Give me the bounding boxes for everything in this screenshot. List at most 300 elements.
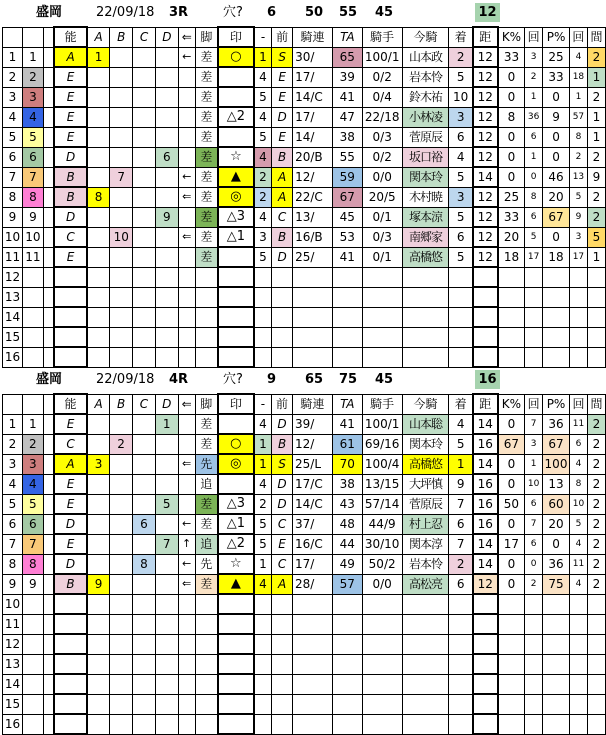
column-header[interactable]: P% <box>543 27 570 47</box>
previous-class-cell[interactable]: S <box>272 454 293 474</box>
p-percent-cell[interactable]: 13 <box>543 474 570 494</box>
k-percent-cell[interactable]: 0 <box>498 514 525 534</box>
spacer-cell[interactable] <box>43 454 54 474</box>
column-header[interactable]: ⇐ <box>178 27 195 47</box>
col-a-cell[interactable] <box>87 287 110 307</box>
distance-cell[interactable]: 12 <box>473 127 498 147</box>
arrow-cell[interactable] <box>178 87 195 107</box>
distance-cell[interactable] <box>473 714 498 734</box>
interval-cell[interactable]: 2 <box>587 47 605 67</box>
column-header[interactable]: 回 <box>525 394 543 414</box>
bracket-number-cell[interactable]: 9 <box>22 207 43 227</box>
corner-cell[interactable] <box>43 27 54 47</box>
arrow-cell[interactable] <box>178 107 195 127</box>
column-header[interactable]: 印 <box>218 394 254 414</box>
col-a-cell[interactable] <box>87 167 110 187</box>
finish-position-cell[interactable] <box>449 674 473 694</box>
mark-cell[interactable] <box>218 694 254 714</box>
p-percent-cell[interactable]: 36 <box>543 414 570 434</box>
bracket-number-cell[interactable]: 10 <box>22 227 43 247</box>
col-a-cell[interactable] <box>87 207 110 227</box>
kiren-cell[interactable] <box>293 674 333 694</box>
interval-cell[interactable]: 2 <box>587 434 605 454</box>
distance-cell[interactable] <box>473 654 498 674</box>
col-a-cell[interactable] <box>87 494 110 514</box>
finish-position-cell[interactable] <box>449 594 473 614</box>
col-d-cell[interactable] <box>155 167 178 187</box>
k-count-cell[interactable] <box>525 307 543 327</box>
ana-value[interactable]: 6 <box>267 5 277 20</box>
finish-position-cell[interactable] <box>449 327 473 347</box>
p-percent-cell[interactable]: 18 <box>543 247 570 267</box>
finish-position-cell[interactable] <box>449 347 473 367</box>
col-b-cell[interactable] <box>110 594 133 614</box>
mark-cell[interactable] <box>218 67 254 87</box>
col-a-cell[interactable] <box>87 67 110 87</box>
ta-score-cell[interactable] <box>332 694 362 714</box>
p-count-cell[interactable]: 6 <box>569 434 587 454</box>
arrow-cell[interactable] <box>178 434 195 454</box>
col-d-cell[interactable] <box>155 574 178 594</box>
finish-position-cell[interactable] <box>449 694 473 714</box>
interval-cell[interactable]: 5 <box>587 227 605 247</box>
p-percent-cell[interactable] <box>543 654 570 674</box>
ability-cell[interactable]: E <box>54 87 87 107</box>
arrow-cell[interactable] <box>178 267 195 287</box>
col-a-cell[interactable] <box>87 87 110 107</box>
ta-score-cell[interactable] <box>332 327 362 347</box>
column-header[interactable]: K% <box>498 27 525 47</box>
jockey-rate-cell[interactable]: 100/4 <box>362 454 402 474</box>
col-a-cell[interactable] <box>87 247 110 267</box>
row-number-cell[interactable]: 6 <box>3 147 23 167</box>
kiren-cell[interactable]: 37/ <box>293 514 333 534</box>
previous-class-cell[interactable]: D <box>272 107 293 127</box>
k-count-cell[interactable]: 6 <box>525 207 543 227</box>
col-a-cell[interactable] <box>87 474 110 494</box>
race-label[interactable]: 3R <box>169 5 189 20</box>
finish-position-cell[interactable]: 3 <box>449 187 473 207</box>
jockey-rate-cell[interactable] <box>362 694 402 714</box>
col-a-cell[interactable] <box>87 694 110 714</box>
mark-cell[interactable]: ▲ <box>218 167 254 187</box>
col-b-cell[interactable] <box>110 247 133 267</box>
distance-cell[interactable] <box>473 634 498 654</box>
p-count-cell[interactable] <box>569 614 587 634</box>
spacer-cell[interactable] <box>43 554 54 574</box>
k-count-cell[interactable] <box>525 327 543 347</box>
column-header[interactable]: 距 <box>473 27 498 47</box>
ability-cell[interactable]: E <box>54 247 87 267</box>
jockey-name-cell[interactable]: 岩本怜 <box>402 67 449 87</box>
interval-cell[interactable] <box>587 614 605 634</box>
stat-num-3[interactable]: 45 <box>374 5 394 20</box>
distance-cell[interactable]: 12 <box>473 207 498 227</box>
column-header[interactable]: 能 <box>54 394 87 414</box>
leg-type-cell[interactable] <box>195 614 218 634</box>
jockey-name-cell[interactable]: 岩本怜 <box>402 554 449 574</box>
jockey-rate-cell[interactable]: 50/2 <box>362 554 402 574</box>
previous-class-cell[interactable]: D <box>272 494 293 514</box>
arrow-cell[interactable] <box>178 207 195 227</box>
distance-cell[interactable] <box>473 614 498 634</box>
col-c-cell[interactable] <box>133 87 156 107</box>
col-a-cell[interactable]: 9 <box>87 574 110 594</box>
arrow-cell[interactable] <box>178 634 195 654</box>
jockey-rate-cell[interactable]: 0/4 <box>362 87 402 107</box>
arrow-cell[interactable] <box>178 287 195 307</box>
col-b-cell[interactable] <box>110 714 133 734</box>
previous-class-cell[interactable] <box>272 634 293 654</box>
k-count-cell[interactable]: 2 <box>525 67 543 87</box>
kiren-cell[interactable] <box>293 287 333 307</box>
distance-cell[interactable] <box>473 694 498 714</box>
jockey-name-cell[interactable]: 塚本涼 <box>402 207 449 227</box>
bracket-number-cell[interactable]: 2 <box>22 434 43 454</box>
arrow-cell[interactable] <box>178 327 195 347</box>
jockey-name-cell[interactable]: 菅原辰 <box>402 494 449 514</box>
col-a-cell[interactable] <box>87 554 110 574</box>
jockey-name-cell[interactable]: 関本玲 <box>402 434 449 454</box>
p-percent-cell[interactable] <box>543 327 570 347</box>
arrow-cell[interactable] <box>178 147 195 167</box>
k-percent-cell[interactable]: 0 <box>498 474 525 494</box>
rank-cell[interactable]: 4 <box>254 107 272 127</box>
finish-position-cell[interactable] <box>449 267 473 287</box>
jockey-rate-cell[interactable] <box>362 654 402 674</box>
rank-cell[interactable]: 1 <box>254 434 272 454</box>
column-header[interactable]: - <box>254 394 272 414</box>
leg-type-cell[interactable] <box>195 307 218 327</box>
ta-score-cell[interactable]: 41 <box>332 414 362 434</box>
spacer-cell[interactable] <box>43 494 54 514</box>
interval-cell[interactable]: 2 <box>587 494 605 514</box>
spacer-cell[interactable] <box>43 714 54 734</box>
bracket-number-cell[interactable] <box>22 287 43 307</box>
row-number-cell[interactable]: 12 <box>3 267 23 287</box>
col-c-cell[interactable] <box>133 307 156 327</box>
k-percent-cell[interactable]: 33 <box>498 47 525 67</box>
jockey-rate-cell[interactable]: 20/5 <box>362 187 402 207</box>
ana-value[interactable]: 9 <box>267 372 277 387</box>
p-count-cell[interactable]: 18 <box>569 67 587 87</box>
interval-cell[interactable]: 2 <box>587 147 605 167</box>
col-d-cell[interactable] <box>155 87 178 107</box>
interval-cell[interactable]: 2 <box>587 187 605 207</box>
bracket-number-cell[interactable] <box>22 594 43 614</box>
finish-position-cell[interactable]: 10 <box>449 87 473 107</box>
bracket-number-cell[interactable]: 1 <box>22 47 43 67</box>
jockey-rate-cell[interactable]: 44/9 <box>362 514 402 534</box>
col-b-cell[interactable] <box>110 327 133 347</box>
spacer-cell[interactable] <box>43 187 54 207</box>
ta-score-cell[interactable] <box>332 307 362 327</box>
col-c-cell[interactable]: 6 <box>133 514 156 534</box>
column-header[interactable]: 着 <box>449 27 473 47</box>
spacer-cell[interactable] <box>43 87 54 107</box>
col-c-cell[interactable] <box>133 614 156 634</box>
p-percent-cell[interactable]: 20 <box>543 514 570 534</box>
k-percent-cell[interactable] <box>498 327 525 347</box>
column-header[interactable]: 間 <box>587 27 605 47</box>
spacer-cell[interactable] <box>43 614 54 634</box>
p-percent-cell[interactable] <box>543 674 570 694</box>
stat-num-2[interactable]: 55 <box>338 5 358 20</box>
mark-cell[interactable] <box>218 614 254 634</box>
p-percent-cell[interactable] <box>543 307 570 327</box>
column-header[interactable]: 騎手 <box>362 27 402 47</box>
row-number-cell[interactable]: 8 <box>3 554 23 574</box>
k-count-cell[interactable] <box>525 347 543 367</box>
k-count-cell[interactable]: 3 <box>525 47 543 67</box>
col-b-cell[interactable]: 10 <box>110 227 133 247</box>
previous-class-cell[interactable] <box>272 307 293 327</box>
spacer-cell[interactable] <box>43 47 54 67</box>
ability-cell[interactable] <box>54 347 87 367</box>
p-count-cell[interactable] <box>569 674 587 694</box>
rank-cell[interactable] <box>254 307 272 327</box>
col-d-cell[interactable] <box>155 307 178 327</box>
col-c-cell[interactable] <box>133 47 156 67</box>
p-count-cell[interactable]: 13 <box>569 167 587 187</box>
col-d-cell[interactable] <box>155 127 178 147</box>
rank-cell[interactable]: 5 <box>254 534 272 554</box>
col-c-cell[interactable] <box>133 454 156 474</box>
col-c-cell[interactable] <box>133 674 156 694</box>
col-d-cell[interactable]: 5 <box>155 494 178 514</box>
rank-cell[interactable] <box>254 674 272 694</box>
col-b-cell[interactable] <box>110 47 133 67</box>
ta-score-cell[interactable]: 53 <box>332 227 362 247</box>
col-d-cell[interactable] <box>155 714 178 734</box>
previous-class-cell[interactable]: A <box>272 574 293 594</box>
k-count-cell[interactable]: 6 <box>525 534 543 554</box>
mark-cell[interactable] <box>218 267 254 287</box>
p-percent-cell[interactable] <box>543 594 570 614</box>
bracket-number-cell[interactable] <box>22 327 43 347</box>
col-a-cell[interactable]: 1 <box>87 47 110 67</box>
col-c-cell[interactable] <box>133 534 156 554</box>
row-number-cell[interactable]: 13 <box>3 654 23 674</box>
finish-position-cell[interactable] <box>449 714 473 734</box>
distance-cell[interactable]: 12 <box>473 107 498 127</box>
jockey-rate-cell[interactable]: 30/10 <box>362 534 402 554</box>
ability-cell[interactable]: B <box>54 167 87 187</box>
bracket-number-cell[interactable] <box>22 347 43 367</box>
row-number-cell[interactable]: 8 <box>3 187 23 207</box>
k-count-cell[interactable]: 6 <box>525 494 543 514</box>
ta-score-cell[interactable]: 65 <box>332 47 362 67</box>
col-b-cell[interactable] <box>110 127 133 147</box>
kiren-cell[interactable]: 20/B <box>293 147 333 167</box>
ta-score-cell[interactable]: 38 <box>332 127 362 147</box>
distance-cell[interactable] <box>473 347 498 367</box>
arrow-cell[interactable] <box>178 347 195 367</box>
col-d-cell[interactable] <box>155 327 178 347</box>
p-count-cell[interactable]: 8 <box>569 474 587 494</box>
bracket-number-cell[interactable]: 11 <box>22 247 43 267</box>
jockey-name-cell[interactable]: 坂口裕 <box>402 147 449 167</box>
distance-cell[interactable] <box>473 307 498 327</box>
k-percent-cell[interactable] <box>498 714 525 734</box>
interval-cell[interactable]: 1 <box>587 247 605 267</box>
jockey-rate-cell[interactable] <box>362 674 402 694</box>
p-count-cell[interactable]: 4 <box>569 534 587 554</box>
distance-cell[interactable] <box>473 287 498 307</box>
p-count-cell[interactable] <box>569 307 587 327</box>
col-b-cell[interactable] <box>110 634 133 654</box>
arrow-cell[interactable] <box>178 414 195 434</box>
jockey-rate-cell[interactable] <box>362 714 402 734</box>
arrow-cell[interactable] <box>178 654 195 674</box>
mark-cell[interactable] <box>218 287 254 307</box>
bracket-number-cell[interactable]: 8 <box>22 187 43 207</box>
rank-cell[interactable]: 4 <box>254 574 272 594</box>
row-number-cell[interactable]: 5 <box>3 494 23 514</box>
p-percent-cell[interactable]: 20 <box>543 187 570 207</box>
arrow-cell[interactable] <box>178 714 195 734</box>
jockey-rate-cell[interactable]: 100/1 <box>362 414 402 434</box>
arrow-cell[interactable] <box>178 594 195 614</box>
p-percent-cell[interactable]: 25 <box>543 47 570 67</box>
col-a-cell[interactable] <box>87 654 110 674</box>
kiren-cell[interactable]: 12/ <box>293 434 333 454</box>
mark-cell[interactable] <box>218 674 254 694</box>
jockey-name-cell[interactable] <box>402 714 449 734</box>
column-header[interactable]: 距 <box>473 394 498 414</box>
k-count-cell[interactable] <box>525 614 543 634</box>
finish-position-cell[interactable] <box>449 614 473 634</box>
jockey-name-cell[interactable] <box>402 694 449 714</box>
p-percent-cell[interactable]: 75 <box>543 574 570 594</box>
distance-cell[interactable] <box>473 267 498 287</box>
p-percent-cell[interactable]: 0 <box>543 147 570 167</box>
mark-cell[interactable]: ☆ <box>218 554 254 574</box>
row-number-cell[interactable]: 7 <box>3 167 23 187</box>
interval-cell[interactable]: 2 <box>587 207 605 227</box>
col-b-cell[interactable] <box>110 534 133 554</box>
bracket-number-cell[interactable] <box>22 614 43 634</box>
row-number-cell[interactable]: 16 <box>3 347 23 367</box>
jockey-rate-cell[interactable]: 69/16 <box>362 434 402 454</box>
ability-cell[interactable] <box>54 634 87 654</box>
finish-position-cell[interactable]: 6 <box>449 574 473 594</box>
p-count-cell[interactable] <box>569 714 587 734</box>
jockey-name-cell[interactable]: 鈴木祐 <box>402 87 449 107</box>
p-percent-cell[interactable]: 60 <box>543 494 570 514</box>
mark-cell[interactable]: ◎ <box>218 187 254 207</box>
column-header[interactable]: K% <box>498 394 525 414</box>
dist-top[interactable]: 12 <box>475 3 500 22</box>
col-a-cell[interactable] <box>87 514 110 534</box>
leg-type-cell[interactable]: 差 <box>195 167 218 187</box>
jockey-name-cell[interactable] <box>402 674 449 694</box>
leg-type-cell[interactable]: 差 <box>195 127 218 147</box>
p-count-cell[interactable]: 9 <box>569 207 587 227</box>
row-number-cell[interactable]: 15 <box>3 327 23 347</box>
rank-cell[interactable] <box>254 614 272 634</box>
k-count-cell[interactable] <box>525 594 543 614</box>
col-b-cell[interactable] <box>110 267 133 287</box>
previous-class-cell[interactable]: B <box>272 147 293 167</box>
previous-class-cell[interactable]: A <box>272 187 293 207</box>
mark-cell[interactable] <box>218 127 254 147</box>
finish-position-cell[interactable]: 7 <box>449 534 473 554</box>
previous-class-cell[interactable] <box>272 287 293 307</box>
col-d-cell[interactable]: 9 <box>155 207 178 227</box>
k-count-cell[interactable]: 7 <box>525 514 543 534</box>
jockey-name-cell[interactable] <box>402 267 449 287</box>
kiren-cell[interactable]: 25/L <box>293 454 333 474</box>
k-count-cell[interactable]: 36 <box>525 107 543 127</box>
p-percent-cell[interactable]: 100 <box>543 454 570 474</box>
col-c-cell[interactable] <box>133 327 156 347</box>
col-c-cell[interactable] <box>133 634 156 654</box>
ta-score-cell[interactable]: 45 <box>332 207 362 227</box>
bracket-number-cell[interactable] <box>22 714 43 734</box>
jockey-rate-cell[interactable]: 0/1 <box>362 247 402 267</box>
kiren-cell[interactable] <box>293 327 333 347</box>
row-number-cell[interactable]: 13 <box>3 287 23 307</box>
previous-class-cell[interactable] <box>272 614 293 634</box>
rank-cell[interactable]: 5 <box>254 514 272 534</box>
jockey-rate-cell[interactable]: 22/18 <box>362 107 402 127</box>
rank-cell[interactable] <box>254 327 272 347</box>
column-header[interactable]: P% <box>543 394 570 414</box>
col-d-cell[interactable] <box>155 107 178 127</box>
col-b-cell[interactable] <box>110 494 133 514</box>
finish-position-cell[interactable]: 7 <box>449 494 473 514</box>
mark-cell[interactable] <box>218 327 254 347</box>
corner-cell[interactable] <box>22 27 43 47</box>
column-header[interactable]: 騎連 <box>293 27 333 47</box>
p-percent-cell[interactable]: 33 <box>543 67 570 87</box>
finish-position-cell[interactable]: 4 <box>449 414 473 434</box>
ta-score-cell[interactable]: 49 <box>332 554 362 574</box>
p-percent-cell[interactable] <box>543 634 570 654</box>
p-count-cell[interactable]: 5 <box>569 187 587 207</box>
finish-position-cell[interactable]: 6 <box>449 127 473 147</box>
col-c-cell[interactable] <box>133 167 156 187</box>
finish-position-cell[interactable]: 5 <box>449 67 473 87</box>
jockey-name-cell[interactable]: 関本淳 <box>402 534 449 554</box>
col-d-cell[interactable] <box>155 287 178 307</box>
kiren-cell[interactable] <box>293 614 333 634</box>
column-header[interactable]: 回 <box>525 27 543 47</box>
col-d-cell[interactable] <box>155 594 178 614</box>
kiren-cell[interactable] <box>293 307 333 327</box>
ability-cell[interactable]: A <box>54 454 87 474</box>
ability-cell[interactable] <box>54 614 87 634</box>
column-header[interactable]: 回 <box>569 27 587 47</box>
mark-cell[interactable]: △2 <box>218 107 254 127</box>
date-label[interactable]: 22/09/18 <box>96 5 155 20</box>
mark-cell[interactable] <box>218 714 254 734</box>
kiren-cell[interactable]: 25/ <box>293 247 333 267</box>
race-label[interactable]: 4R <box>169 372 189 387</box>
p-percent-cell[interactable]: 0 <box>543 127 570 147</box>
k-percent-cell[interactable]: 0 <box>498 127 525 147</box>
k-count-cell[interactable]: 0 <box>525 167 543 187</box>
stat-num-3[interactable]: 45 <box>374 372 394 387</box>
p-count-cell[interactable]: 1 <box>569 87 587 107</box>
kiren-cell[interactable]: 12/ <box>293 167 333 187</box>
arrow-cell[interactable] <box>178 694 195 714</box>
kiren-cell[interactable]: 14/C <box>293 494 333 514</box>
distance-cell[interactable]: 16 <box>473 474 498 494</box>
bracket-number-cell[interactable]: 4 <box>22 107 43 127</box>
col-b-cell[interactable] <box>110 694 133 714</box>
